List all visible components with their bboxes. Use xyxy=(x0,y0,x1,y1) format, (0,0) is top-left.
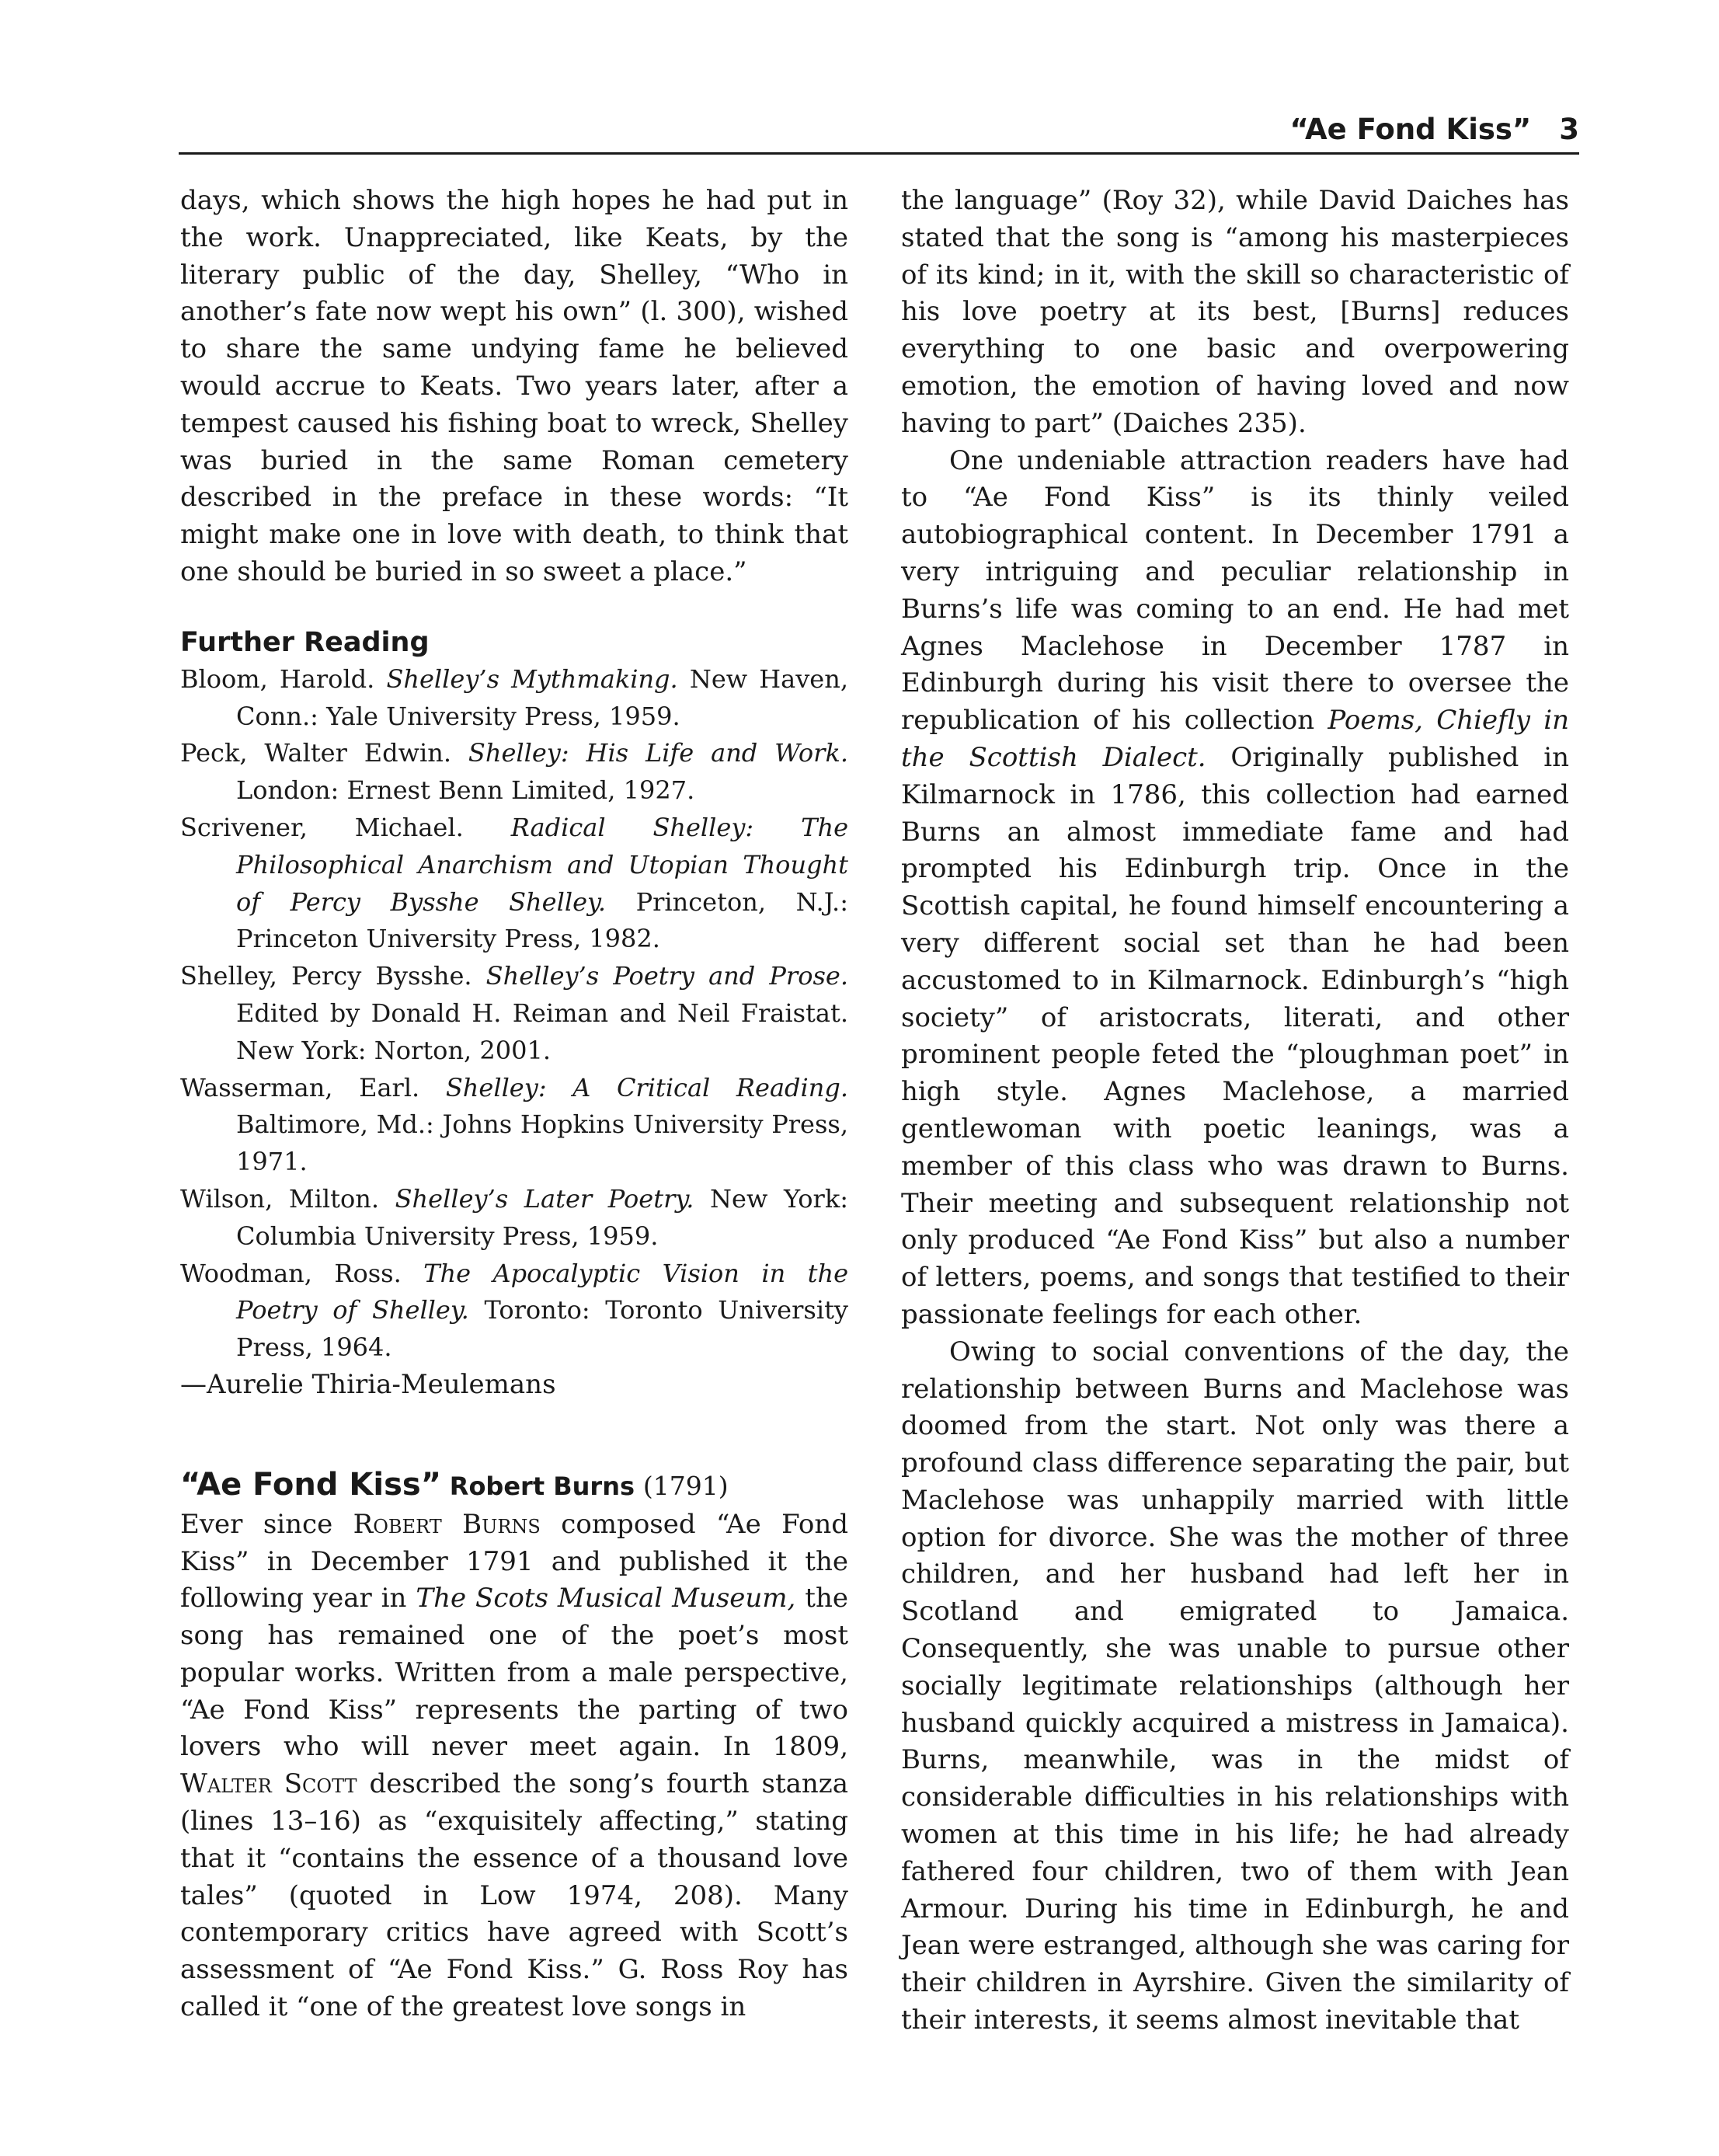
intro-paragraph: days, which shows the high hopes he had put in the work. Unappreciated, like Keats, by the literary public of the day, Shelley, “Who in another’s fate now wept his own” (l. 300), wished to share the same undying fame he believed would accrue to Keats. Two years later, after a tempest caused his fishing boat to wreck, Shelley was buried in the same Roman cemetery described in the preface in these words: “It might make one in love with death, to think that one should be buried in so sweet a place.” xyxy=(180,185,848,587)
reference-title: Radical Shelley: The Philosophical Anarchism and Utopian Thought of Percy Bysshe Shelley. xyxy=(236,812,849,917)
entry-author: Robert Burns xyxy=(449,1471,635,1501)
reference-item: Scrivener, Michael. Radical Shelley: The Philosophical Anarchism and Utopian Thought of Percy Bysshe Shelley. Princeton, N.J.: Princeton University Press, 1982. xyxy=(180,812,849,954)
left-column xyxy=(180,183,848,2026)
book-title: The Scots Musical Museum, xyxy=(416,1583,796,1614)
entry-year: (1791) xyxy=(642,1470,729,1501)
paragraph: the language” (Roy 32), while David Daiches has stated that the song is “among his masterpieces of its kind; in it, with the skill so characteristic of his love poetry at its best, [Burns] reduces everything to one basic and overpowering emotion, the emotion of having loved and now having to part” (Daiches 235). xyxy=(901,185,1569,439)
reference-title: Shelley: His Life and Work. xyxy=(468,738,849,768)
book-title: Poems, Chiefly in the Scottish Dialect. xyxy=(901,705,1569,773)
reference-item: Wilson, Milton. Shelley’s Later Poetry. New York: Columbia University Press, 1959. xyxy=(180,1183,849,1251)
entry-heading xyxy=(180,1465,848,1506)
paragraph: One undeniable attraction readers have had to “Ae Fond Kiss” is its thinly veiled autobiographical content. In December 1791 a very intriguing and peculiar relationship in Burns’s life was coming to an end. He had met Agnes Maclehose in December 1787 in Edinburgh during his visit there to oversee the republication of his collection Poems, Chiefly in the Scottish Dialect. Originally published in Kilmarnock in 1786, this collection had earned Burns an almost immediate fame and had prompted his Edinburgh trip. Once in the Scottish capital, he found himself encountering a very different social set than he had been accustomed to in Kilmarnock. Edinburgh’s “high society” of aristocrats, literati, and other prominent people feted the “ploughman poet” in high style. Agnes Maclehose, a married gentlewoman with poetic leanings, was a member of this class who was drawn to Burns. Their meeting and subsequent relationship not only produced “Ae Fond Kiss” but also a number of letters, poems, and songs that testified to their passionate feelings for each other. xyxy=(901,444,1569,1330)
entry-paragraph: Ever since Robert Burns composed “Ae Fond Kiss” in December 1791 and published it the following year in The Scots Musical Museum, the song has remained one of the poet’s most popular works. Written from a male perspective, “Ae Fond Kiss” represents the parting of two lovers who will never meet again. In 1809, Walter Scott described the song’s fourth stanza (lines 13–16) as “exquisitely affecting,” stating that it “contains the essence of a thousand love tales” (quoted in Low 1974, 208). Many contemporary critics have agreed with Scott’s assessment of “Ae Fond Kiss.” G. Ross Roy has called it “one of the greatest love songs in xyxy=(180,1508,848,2023)
entry-title: “Ae Fond Kiss” xyxy=(180,1466,441,1503)
reference-title: Shelley’s Later Poetry. xyxy=(395,1183,694,1214)
reference-item: Wasserman, Earl. Shelley: A Critical Reading. Baltimore, Md.: Johns Hopkins University Press, 1971. xyxy=(180,1072,849,1177)
reference-item: Shelley, Percy Bysshe. Shelley’s Poetry and Prose. Edited by Donald H. Reiman and Neil Fraistat. New York: Norton, 2001. xyxy=(180,961,849,1065)
reference-item: Peck, Walter Edwin. Shelley: His Life and Work. London: Ernest Benn Limited, 1927. xyxy=(180,738,849,806)
reference-list xyxy=(180,661,848,1367)
reference-title: Shelley: A Critical Reading. xyxy=(445,1072,849,1102)
byline: —Aurelie Thiria-Meulemans xyxy=(180,1368,556,1400)
paragraph: Owing to social conventions of the day, the relationship between Burns and Maclehose was doomed from the start. Not only was there a profound class difference separating the pair, but Maclehose was unhappily married with little option for divorce. She was the mother of three children, and her husband had left her in Scotland and emigrated to Jamaica. Consequently, she was unable to pursue other socially legitimate relationships (although her husband quickly acquired a mistress in Jamaica). Burns, meanwhile, was in the midst of considerable difficulties in his relationships with women at this time in his life; he had already fathered four children, two of them with Jean Armour. During his time in Edinburgh, he and Jean were estranged, although she was caring for their children in Ayrshire. Given the similarity of their interests, it seems almost inevitable that xyxy=(901,1336,1569,2036)
right-column xyxy=(901,183,1569,2039)
cross-reference-link: Robert Burns xyxy=(353,1508,541,1540)
further-reading-heading: Further Reading xyxy=(180,626,430,658)
page-number: 3 xyxy=(1559,113,1579,146)
reference-title: The Apocalyptic Vision in the Poetry of Shelley. xyxy=(236,1258,849,1325)
reference-item: Bloom, Harold. Shelley’s Mythmaking. New Haven, Conn.: Yale University Press, 1959. xyxy=(180,664,849,731)
running-head-title: “Ae Fond Kiss” xyxy=(1289,113,1532,146)
reference-title: Shelley’s Poetry and Prose. xyxy=(485,961,849,991)
cross-reference-link: Walter Scott xyxy=(180,1768,357,1800)
running-head xyxy=(179,110,1579,149)
header-rule xyxy=(179,152,1579,155)
reference-item: Woodman, Ross. The Apocalyptic Vision in the Poetry of Shelley. Toronto: Toronto University Press, 1964. xyxy=(180,1258,849,1363)
reference-title: Shelley’s Mythmaking. xyxy=(386,664,678,694)
